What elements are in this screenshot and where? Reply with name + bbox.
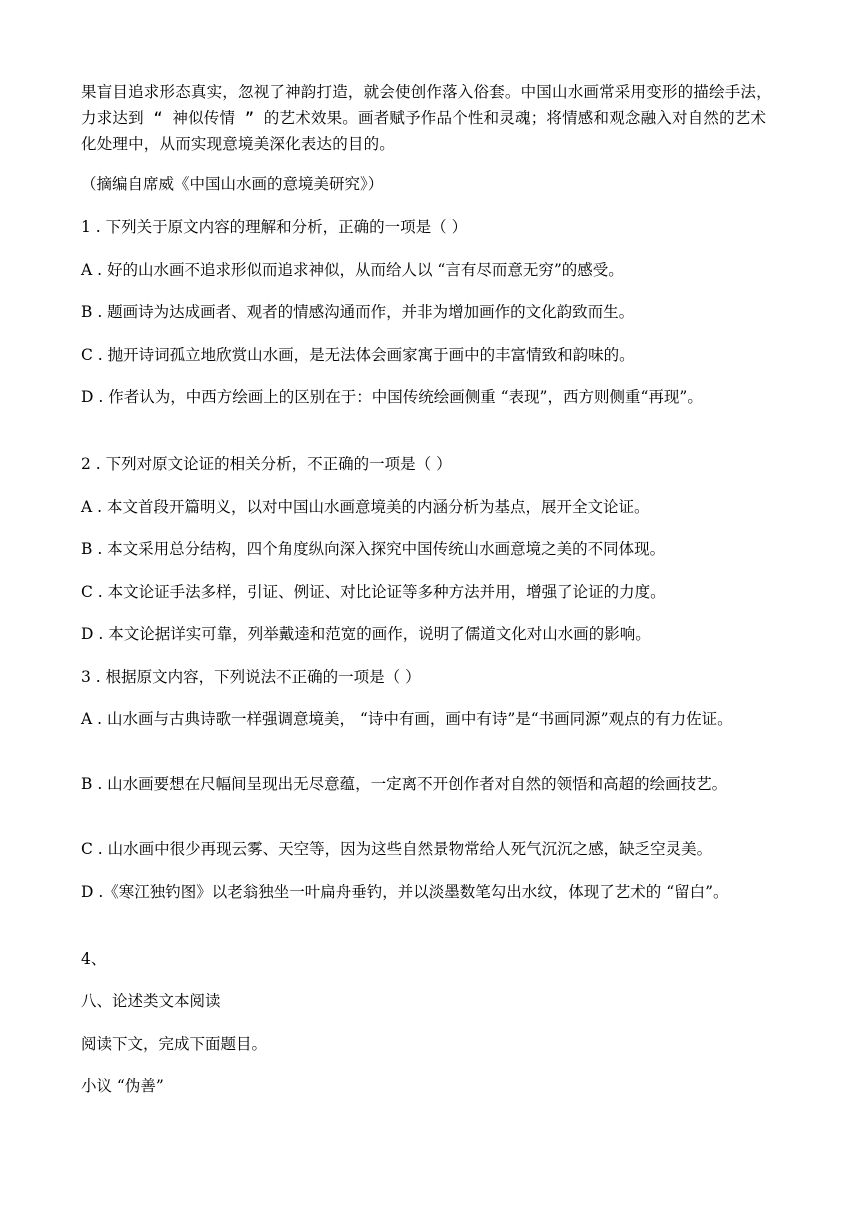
question-1-option-d: D . 作者认为，中西方绘画上的区别在于：中国传统绘画侧重 “表现”，西方则侧重“再现”。	[81, 388, 703, 406]
question-3-option-d: D .《寒江独钓图》以老翁独坐一叶扁舟垂钓，并以淡墨数笔勾出水纹，体现了艺术的 “留白”。	[81, 883, 729, 901]
question-3-option-b: B . 山水画要想在尺幅间呈现出无尽意蕴，一定离不开创作者对自然的领悟和高超的绘画技艺。	[81, 775, 728, 793]
question-4-label: 4、	[81, 950, 107, 968]
reading-instruction: 阅读下文，完成下面题目。	[81, 1035, 268, 1053]
question-2-option-a: A . 本文首段开篇明义，以对中国山水画意境美的内涵分析为基点，展开全文论证。	[81, 498, 650, 516]
section-heading: 八、论述类文本阅读	[81, 992, 221, 1010]
question-3-stem: 3 . 根据原文内容，下列说法不正确的一项是（ ）	[81, 668, 421, 686]
question-1-stem: 1 . 下列关于原文内容的理解和分析，正确的一项是（ ）	[81, 218, 468, 236]
passage-title: 小议 “伪善”	[81, 1077, 164, 1095]
question-3-option-c: C . 山水画中很少再现云雾、天空等，因为这些自然景物常给人死气沉沉之感，缺乏空灵美。	[81, 840, 713, 858]
question-1-option-c: C . 抛开诗词孤立地欣赏山水画，是无法体会画家寓于画中的丰富情致和韵味的。	[81, 346, 635, 364]
question-2-option-b: B . 本文采用总分结构，四个角度纵向深入探究中国传统山水画意境之美的不同体现。	[81, 540, 666, 558]
question-3-option-a: A . 山水画与古典诗歌一样强调意境美， “诗中有画，画中有诗”是“书画同源”观点的有力佐证。	[81, 710, 733, 728]
question-2-option-c: C . 本文论证手法多样，引证、例证、对比论证等多种方法并用，增强了论证的力度。	[81, 583, 666, 601]
question-1-option-b: B . 题画诗为达成画者、观者的情感沟通而作，并非为增加画作的文化韵致而生。	[81, 303, 635, 321]
question-2-option-d: D . 本文论据详实可靠，列举戴逵和范宽的画作，说明了儒道文化对山水画的影响。	[81, 625, 651, 643]
source-citation: （摘编自席威《中国山水画的意境美研究》）	[81, 175, 384, 193]
question-2-stem: 2 . 下列对原文论证的相关分析，不正确的一项是（ ）	[81, 455, 452, 473]
question-1-option-a: A . 好的山水画不追求形似而追求神似，从而给人以 “言有尽而意无穷”的感受。	[81, 261, 624, 279]
intro-paragraph: 果盲目追求形态真实，忽视了神韵打造，就会使创作落入俗套。中国山水画常采用变形的描绘手法，力求达到 “ 神似传情 ” 的艺术效果。画者赋予作品个性和灵魂；将情感和观念融入对自然的艺术化处理中，从而实现意境美深化表达的目的。	[81, 83, 772, 153]
